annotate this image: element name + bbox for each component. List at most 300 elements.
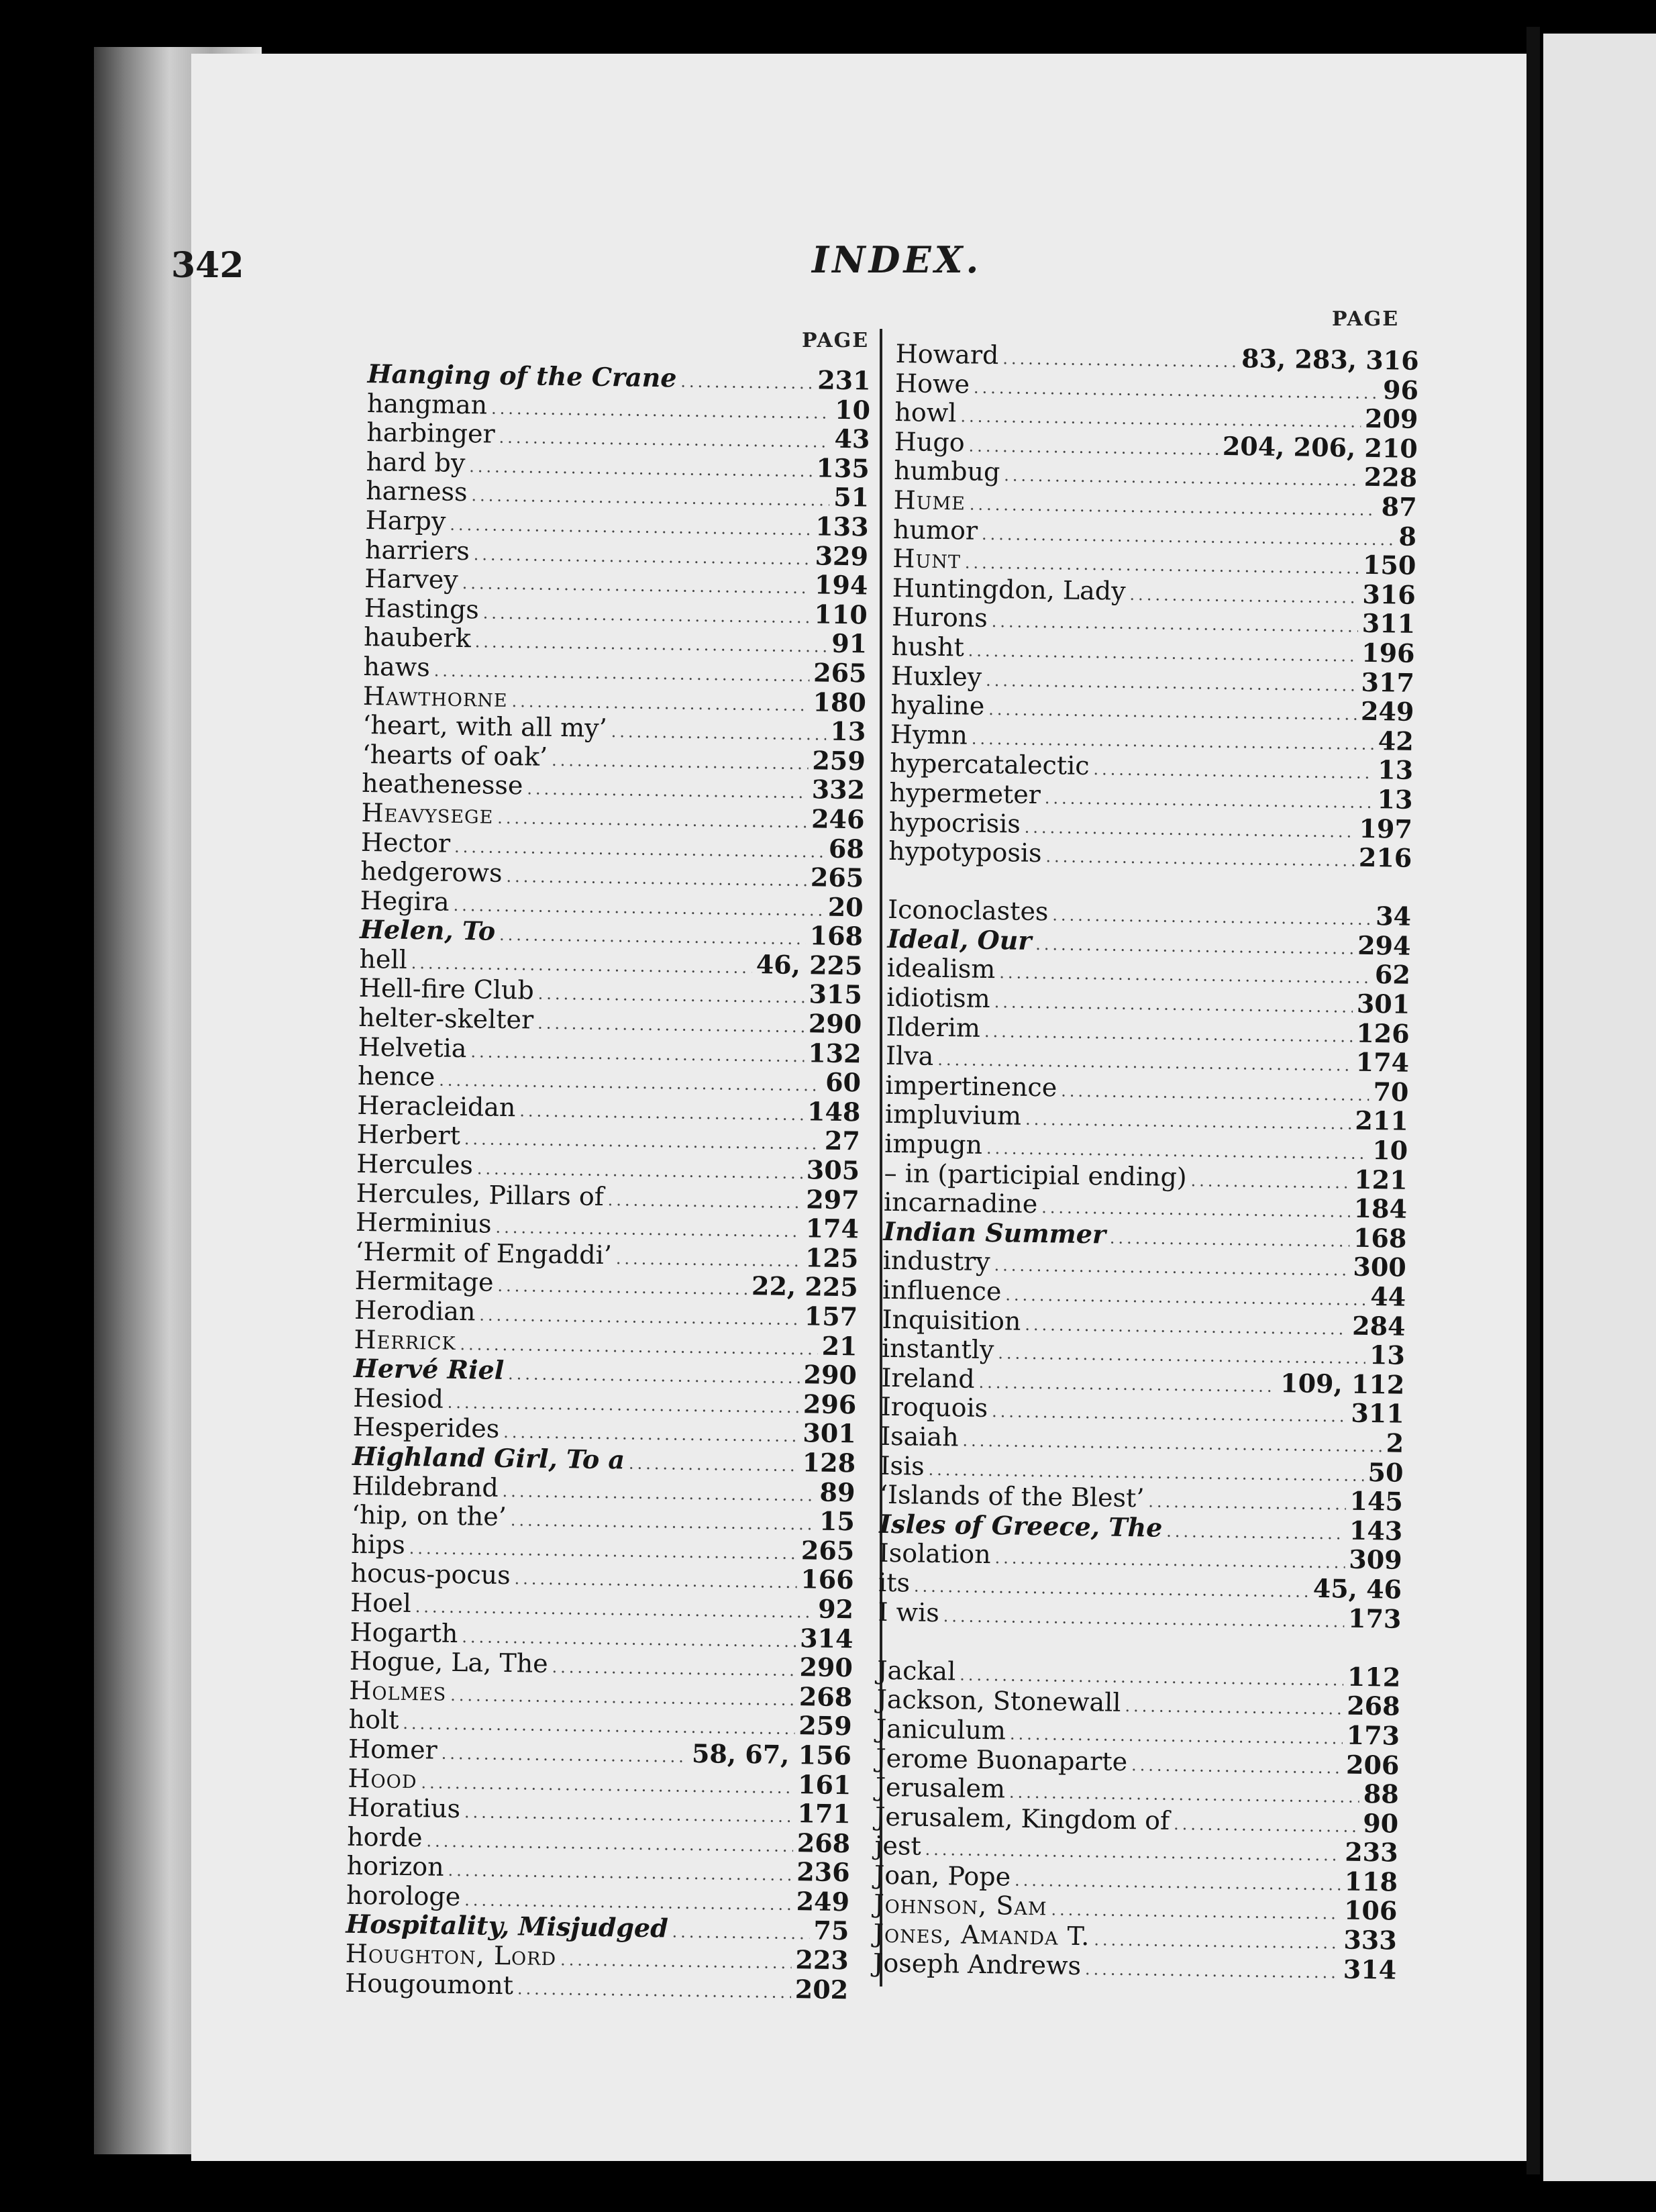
- index-term: Howe: [894, 368, 970, 399]
- index-page-ref: 135: [816, 452, 870, 484]
- dot-leader: [1025, 1105, 1351, 1139]
- index-page-ref: 305: [806, 1154, 860, 1186]
- index-page-ref: 42: [1378, 725, 1414, 756]
- index-term: Hymn: [890, 719, 968, 750]
- dot-leader: [1035, 930, 1353, 964]
- facing-page-edge: [1543, 34, 1656, 2181]
- dot-leader: [426, 1827, 793, 1861]
- index-term: Hugo: [894, 426, 965, 458]
- index-page-ref: 34: [1375, 901, 1412, 932]
- index-term: Hervé Riel: [353, 1353, 505, 1386]
- index-term: Iconoclastes: [887, 895, 1049, 927]
- index-page-ref: 231: [817, 364, 871, 396]
- index-page-ref: 196: [1361, 637, 1415, 668]
- index-term: Huxley: [890, 660, 982, 692]
- dot-leader: [499, 423, 830, 457]
- index-page-ref: 249: [796, 1886, 850, 1917]
- index-term: – in (participial ending): [884, 1158, 1187, 1192]
- index-page-ref: 180: [813, 686, 867, 717]
- index-page-ref: 46, 225: [756, 949, 863, 981]
- index-term: Hogarth: [350, 1617, 458, 1648]
- index-page-ref: 161: [797, 1768, 851, 1800]
- index-term: hyaline: [890, 690, 985, 721]
- index-page-ref: 157: [804, 1301, 858, 1332]
- index-term: Jerusalem: [875, 1772, 1006, 1804]
- dot-leader: [450, 1681, 795, 1715]
- dot-leader: [984, 1017, 1353, 1052]
- index-term: jest: [874, 1831, 921, 1862]
- index-page-ref: 110: [814, 599, 868, 630]
- left-column-page-header: PAGE: [802, 329, 870, 352]
- dot-leader: [1174, 1810, 1359, 1842]
- index-page-ref: 88: [1363, 1778, 1400, 1809]
- index-page-ref: 89: [819, 1476, 856, 1507]
- index-page-ref: 126: [1355, 1017, 1410, 1049]
- index-term: Hesperides: [352, 1412, 500, 1444]
- index-term: Hell-fire Club: [358, 973, 535, 1006]
- index-term: Jerome Buonaparte: [876, 1743, 1128, 1776]
- dot-leader: [527, 775, 808, 808]
- dot-leader: [491, 394, 831, 428]
- index-term: Jones, Amanda T.: [873, 1918, 1090, 1952]
- index-page-ref: 75: [813, 1915, 849, 1946]
- index-page-ref: 174: [805, 1213, 860, 1244]
- index-term: Hougoumont: [344, 1968, 514, 2000]
- index-term: hypocrisis: [888, 807, 1021, 839]
- dot-leader: [1093, 755, 1374, 788]
- dot-leader: [447, 1389, 799, 1423]
- index-term: Howard: [895, 339, 999, 370]
- index-page-ref: 44: [1369, 1281, 1406, 1312]
- index-page-ref: 329: [815, 540, 869, 572]
- index-page-ref: 145: [1349, 1485, 1404, 1517]
- index-term: humbug: [893, 456, 1000, 487]
- index-page-ref: 91: [831, 628, 868, 659]
- index-term: hips: [351, 1529, 406, 1560]
- dot-leader: [1094, 1925, 1340, 1958]
- dot-leader: [1129, 581, 1358, 613]
- dot-leader: [497, 1272, 747, 1305]
- index-term: horizon: [346, 1851, 444, 1882]
- index-term: Herminius: [355, 1207, 492, 1239]
- index-term: haws: [363, 651, 431, 683]
- index-page-ref: 301: [1356, 988, 1410, 1019]
- index-term: Jerusalem, Kingdom of: [874, 1801, 1170, 1836]
- index-page-ref: 168: [809, 920, 864, 952]
- index-page-ref: 317: [1361, 666, 1415, 698]
- dot-leader: [1110, 1223, 1350, 1256]
- index-term: Herbert: [356, 1119, 461, 1151]
- index-page-ref: 316: [1362, 579, 1416, 610]
- dot-leader: [1025, 1310, 1348, 1344]
- dot-leader: [994, 1544, 1345, 1578]
- index-term: harbinger: [366, 417, 495, 449]
- index-term: hard by: [366, 446, 466, 478]
- index-term: Isaiah: [880, 1421, 959, 1452]
- dot-leader: [450, 511, 811, 545]
- index-term: Hanging of the Crane: [367, 358, 677, 393]
- dot-leader: [519, 1097, 803, 1129]
- index-page-ref: 68: [828, 833, 865, 864]
- dot-leader: [514, 1565, 796, 1598]
- dot-leader: [943, 1602, 1344, 1637]
- dot-leader: [1085, 1955, 1339, 1988]
- dot-leader: [473, 540, 811, 574]
- index-term: ‘Hermit of Engaddi’: [355, 1236, 613, 1270]
- index-page-ref: 233: [1344, 1836, 1398, 1868]
- dot-leader: [1125, 1692, 1343, 1724]
- index-term: industry: [882, 1246, 990, 1277]
- index-page-ref: 294: [1357, 929, 1411, 961]
- index-term: Inquisition: [882, 1304, 1021, 1336]
- index-page-ref: 259: [798, 1710, 852, 1742]
- index-term: Johnson, Sam: [874, 1889, 1047, 1921]
- index-page-ref: 143: [1349, 1515, 1403, 1546]
- index-page-ref: 92: [817, 1593, 854, 1625]
- index-term: Hogue, La, The: [349, 1646, 549, 1679]
- dot-leader: [460, 1330, 818, 1364]
- dot-leader: [994, 1252, 1349, 1286]
- dot-leader: [680, 368, 813, 399]
- index-page-ref: 128: [802, 1447, 856, 1478]
- index-term: Indian Summer: [883, 1215, 1106, 1250]
- dot-leader: [611, 717, 826, 750]
- index-term: Hercules: [356, 1148, 474, 1180]
- index-term: I wis: [878, 1597, 940, 1627]
- dot-leader: [1166, 1517, 1345, 1549]
- dot-leader: [474, 628, 827, 662]
- index-term: hocus-pocus: [350, 1558, 511, 1591]
- index-page-ref: 268: [796, 1827, 851, 1858]
- index-term: heathenesse: [361, 768, 523, 801]
- dot-leader: [1061, 1076, 1369, 1110]
- index-page-ref: 150: [1362, 549, 1416, 581]
- index-page-ref: 206: [1345, 1749, 1400, 1780]
- index-page-ref: 290: [799, 1652, 853, 1683]
- index-page-ref: 211: [1355, 1105, 1409, 1137]
- index-term: hauberk: [363, 622, 472, 654]
- index-page-ref: 50: [1367, 1456, 1404, 1488]
- index-term: impertinence: [885, 1070, 1057, 1103]
- dot-leader: [607, 1186, 802, 1218]
- index-term: hypotyposis: [888, 836, 1042, 868]
- index-term: Harvey: [364, 564, 459, 595]
- index-term: Ilva: [885, 1041, 934, 1072]
- dot-leader: [1051, 1896, 1340, 1929]
- index-term: Hospitality, Misjudged: [346, 1909, 669, 1944]
- index-page-ref: 259: [812, 745, 866, 776]
- index-term: impugn: [884, 1128, 983, 1160]
- index-term: Heavysege: [361, 797, 494, 830]
- dot-leader: [1148, 1488, 1346, 1520]
- dot-leader: [1190, 1166, 1350, 1198]
- index-term: Houghton, Lord: [345, 1938, 557, 1972]
- dot-leader: [994, 988, 1353, 1022]
- index-term: its: [878, 1567, 911, 1598]
- index-page-ref: 333: [1343, 1924, 1398, 1956]
- dot-leader: [991, 607, 1358, 642]
- index-term: incarnadine: [883, 1187, 1038, 1219]
- dot-leader: [453, 891, 824, 925]
- page-title: INDEX.: [812, 238, 982, 281]
- dot-leader: [421, 1768, 794, 1803]
- left-index-column: [345, 359, 871, 2004]
- page-number: 342: [171, 245, 244, 286]
- index-term: harriers: [364, 534, 470, 566]
- index-page-ref: 315: [809, 978, 863, 1010]
- index-term: Hawthorne: [362, 681, 508, 713]
- dot-leader: [629, 1450, 798, 1481]
- index-term: Horatius: [347, 1792, 461, 1824]
- dot-leader: [1045, 842, 1355, 876]
- index-page-ref: 106: [1343, 1895, 1398, 1927]
- index-term: Ireland: [881, 1362, 975, 1394]
- index-term: holt: [348, 1705, 399, 1736]
- index-term: Hume: [893, 485, 966, 516]
- book-gutter: [1526, 27, 1540, 2174]
- index-term: hangman: [366, 388, 488, 420]
- index-term: influence: [882, 1274, 1002, 1307]
- dot-leader: [560, 1946, 792, 1978]
- dot-leader: [1005, 1280, 1366, 1315]
- index-term: idealism: [886, 953, 996, 985]
- index-term: Isis: [880, 1450, 925, 1481]
- index-page-ref: 246: [811, 803, 865, 835]
- index-term: Jackson, Stonewall: [876, 1685, 1121, 1718]
- index-term: Helvetia: [358, 1032, 467, 1063]
- index-term: Ideal, Our: [887, 923, 1032, 956]
- index-page-ref: 62: [1374, 959, 1411, 991]
- index-page-ref: 265: [813, 657, 867, 689]
- index-term: Highland Girl, To a: [352, 1440, 625, 1475]
- dot-leader: [552, 746, 809, 779]
- index-page-ref: 174: [1355, 1046, 1410, 1078]
- index-term: impluvium: [884, 1099, 1022, 1132]
- dot-leader: [672, 1918, 809, 1949]
- dot-leader: [537, 980, 805, 1013]
- index-term: husht: [891, 631, 965, 662]
- index-page-ref: 20: [827, 891, 864, 923]
- index-page-ref: 43: [834, 423, 870, 454]
- index-term: Isolation: [878, 1538, 992, 1570]
- index-page-ref: 13: [1377, 783, 1413, 815]
- dot-leader: [454, 832, 825, 866]
- index-term: humor: [892, 514, 978, 546]
- dot-leader: [986, 666, 1357, 700]
- index-page-ref: 265: [810, 862, 864, 893]
- dot-leader: [1004, 462, 1360, 496]
- index-term: Heracleidan: [357, 1090, 516, 1123]
- index-page-ref: 184: [1353, 1193, 1408, 1224]
- index-term: Isles of Greece, The: [879, 1508, 1163, 1543]
- index-term: idiotism: [886, 982, 991, 1014]
- dot-leader: [968, 432, 1219, 464]
- dot-leader: [1002, 344, 1237, 376]
- index-page-ref: 58, 67, 156: [691, 1738, 852, 1771]
- index-term: Ilderim: [886, 1011, 981, 1043]
- index-term: Joseph Andrews: [872, 1948, 1082, 1980]
- index-page-ref: 60: [825, 1066, 862, 1098]
- index-page-ref: 311: [1361, 608, 1416, 640]
- index-term: hypercatalectic: [889, 748, 1090, 781]
- index-term: Hastings: [364, 593, 480, 625]
- index-term: Hegira: [360, 885, 450, 917]
- index-term: Iroquois: [880, 1392, 988, 1423]
- index-term: Huntingdon, Lady: [892, 572, 1126, 606]
- index-page-ref: 96: [1382, 374, 1419, 405]
- dot-leader: [552, 1653, 795, 1686]
- index-term: ‘hearts of oak’: [362, 739, 548, 772]
- index-page-ref: 22, 225: [751, 1270, 859, 1303]
- index-page-ref: 311: [1351, 1398, 1405, 1429]
- index-page-ref: 265: [800, 1534, 855, 1566]
- index-term: Hood: [348, 1763, 417, 1794]
- right-column-page-header: PAGE: [1332, 307, 1400, 331]
- index-page-ref: 2: [1386, 1427, 1404, 1458]
- dot-leader: [999, 959, 1371, 993]
- dot-leader: [1052, 901, 1372, 935]
- index-page-ref: 109, 112: [1280, 1367, 1405, 1400]
- index-term: hence: [357, 1061, 435, 1092]
- index-term: instantly: [881, 1334, 994, 1365]
- dot-leader: [537, 1009, 805, 1042]
- index-page-ref: 121: [1353, 1164, 1408, 1195]
- dot-leader: [1015, 1866, 1341, 1900]
- index-page-ref: 332: [811, 774, 866, 805]
- index-page-ref: 173: [1346, 1719, 1400, 1751]
- index-page-ref: 249: [1360, 695, 1414, 727]
- index-page-ref: 83, 283, 316: [1241, 343, 1419, 376]
- index-page-ref: 297: [805, 1183, 860, 1215]
- dot-leader: [502, 1477, 815, 1511]
- index-page-ref: 236: [796, 1856, 850, 1888]
- dot-leader: [497, 804, 807, 838]
- index-term: Holmes: [348, 1675, 447, 1707]
- index-term: Homer: [348, 1733, 438, 1765]
- index-page-ref: 228: [1363, 462, 1418, 493]
- index-term: Janiculum: [876, 1713, 1006, 1746]
- index-page-ref: 284: [1351, 1310, 1406, 1342]
- index-page-ref: 133: [815, 511, 869, 542]
- index-term: Harpy: [365, 505, 446, 536]
- index-term: howl: [894, 397, 957, 428]
- index-term: hell: [359, 944, 408, 974]
- index-term: helter-skelter: [358, 1002, 534, 1035]
- index-page-ref: 202: [794, 1973, 849, 2005]
- index-page-ref: 300: [1353, 1252, 1407, 1283]
- dot-leader: [448, 1856, 792, 1891]
- index-page-ref: 209: [1364, 403, 1418, 435]
- index-page-ref: 197: [1359, 813, 1413, 844]
- index-page-ref: 51: [833, 482, 870, 513]
- index-term: horde: [346, 1821, 423, 1853]
- index-page-ref: 70: [1373, 1076, 1409, 1107]
- dot-leader: [470, 1038, 804, 1072]
- index-term: Hercules, Pillars of: [356, 1178, 605, 1211]
- index-page-ref: 194: [814, 569, 868, 601]
- index-page-ref: 10: [834, 394, 871, 425]
- dot-leader: [510, 1506, 815, 1540]
- dot-leader: [482, 599, 810, 632]
- dot-leader: [992, 1398, 1347, 1432]
- index-term: horologe: [346, 1880, 461, 1912]
- index-page-ref: 118: [1344, 1866, 1398, 1897]
- dot-leader: [464, 1125, 821, 1160]
- dot-leader: [1131, 1751, 1343, 1783]
- index-term: Hector: [360, 827, 451, 858]
- index-page-ref: 290: [808, 1008, 862, 1040]
- index-term: Hunt: [892, 544, 962, 574]
- index-page-ref: 314: [1343, 1954, 1397, 1985]
- index-page-ref: 112: [1347, 1661, 1401, 1693]
- dot-leader: [988, 695, 1357, 730]
- dot-leader: [1045, 784, 1374, 817]
- index-page-ref: 8: [1398, 521, 1417, 552]
- index-page-ref: 13: [1369, 1340, 1406, 1370]
- dot-leader: [479, 1301, 800, 1334]
- index-term: Helen, To: [359, 914, 496, 947]
- index-term: ‘Islands of the Blest’: [879, 1479, 1145, 1513]
- index-page-ref: 15: [819, 1505, 856, 1537]
- index-page-ref: 171: [797, 1798, 851, 1829]
- index-term: ‘hip, on the’: [351, 1499, 507, 1532]
- index-term: hedgerows: [360, 856, 503, 888]
- index-page-ref: 314: [799, 1622, 853, 1654]
- index-term: ‘heart, with all my’: [362, 710, 608, 744]
- dot-leader: [441, 1740, 688, 1772]
- index-term: Hermitage: [354, 1266, 494, 1298]
- index-page-ref: 290: [803, 1359, 858, 1391]
- index-page-ref: 13: [830, 715, 866, 747]
- index-page-ref: 45, 46: [1312, 1572, 1402, 1605]
- dot-leader: [469, 452, 813, 487]
- index-page-ref: 13: [1377, 754, 1414, 786]
- index-page-ref: 301: [803, 1417, 857, 1449]
- index-page-ref: 309: [1349, 1544, 1402, 1576]
- dot-leader: [471, 482, 829, 516]
- index-page-ref: 132: [807, 1037, 862, 1069]
- index-page-ref: 166: [800, 1564, 854, 1595]
- index-page-ref: 87: [1381, 491, 1417, 522]
- index-page-ref: 216: [1358, 842, 1412, 873]
- index-page-ref: 223: [795, 1944, 849, 1976]
- index-page-ref: 204, 206, 210: [1222, 430, 1418, 464]
- index-page-ref: 173: [1347, 1603, 1402, 1634]
- index-term: Hesiod: [353, 1382, 444, 1414]
- right-index-column: [873, 339, 1419, 1984]
- index-page-ref: 10: [1372, 1135, 1408, 1166]
- index-page-ref: 90: [1362, 1807, 1399, 1839]
- index-page-ref: 168: [1353, 1222, 1407, 1254]
- dot-leader: [508, 1360, 800, 1393]
- index-term: Jackal: [876, 1655, 956, 1687]
- index-page-ref: 125: [805, 1242, 859, 1274]
- index-term: Hoel: [350, 1587, 412, 1619]
- dot-leader: [506, 862, 807, 896]
- index-page-ref: 21: [821, 1330, 858, 1361]
- index-term: hypermeter: [889, 777, 1041, 809]
- index-term: Herrick: [354, 1324, 456, 1356]
- index-page-ref: 27: [824, 1125, 861, 1156]
- index-page-ref: 296: [803, 1388, 857, 1420]
- index-term: harness: [365, 476, 468, 507]
- index-page-ref: 268: [1346, 1690, 1400, 1722]
- dot-leader: [462, 569, 811, 603]
- index-term: Hildebrand: [352, 1470, 499, 1503]
- dot-leader: [464, 1798, 794, 1831]
- dot-leader: [978, 1368, 1276, 1402]
- dot-leader: [1024, 813, 1355, 846]
